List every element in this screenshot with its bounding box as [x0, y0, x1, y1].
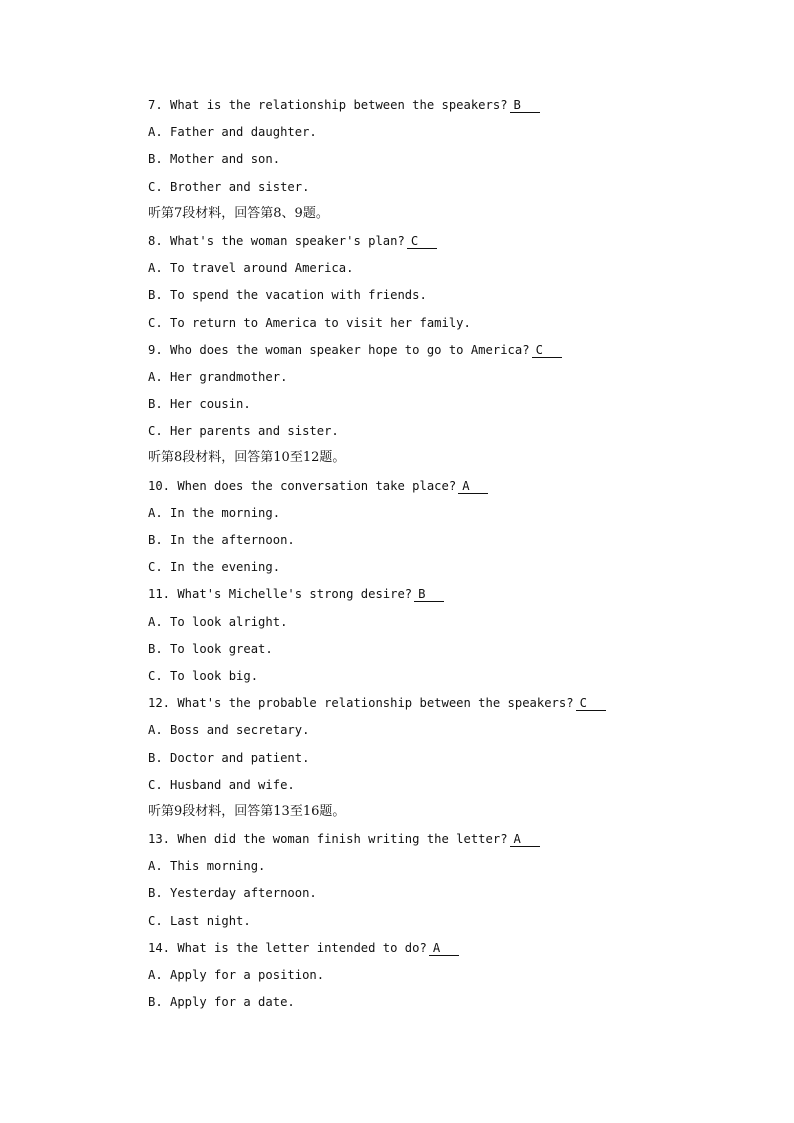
option-b: B. Apply for a date. [148, 995, 295, 1010]
option-a: A. This morning. [148, 859, 266, 874]
document-page [148, 96, 748, 1020]
option-b: B. To look great. [148, 641, 273, 656]
option-c: C. Husband and wife. [148, 777, 295, 792]
question-8 [148, 232, 748, 259]
question-10 [148, 477, 748, 504]
question-9 [148, 341, 748, 368]
option-a: A. In the morning. [148, 505, 281, 520]
option-b: B. Doctor and patient. [148, 750, 310, 765]
option-b: B. Her cousin. [148, 397, 251, 412]
section-heading: 听第9段材料，回答第13至16题。 [148, 803, 346, 819]
answer-blank: B [510, 98, 540, 113]
option-c: C. To return to America to visit her family. [148, 315, 471, 330]
question-text: 8. What's the woman speaker's plan? [148, 233, 405, 248]
option-a: A. To look alright. [148, 614, 288, 629]
option-a: A. To travel around America. [148, 261, 354, 276]
option-a: A. Apply for a position. [148, 968, 325, 982]
answer-blank: A [429, 941, 459, 956]
option-c: C. Her parents and sister. [148, 424, 339, 439]
question-text: 9. Who does the woman speaker hope to go to America? [148, 342, 530, 357]
option-a: A. Boss and secretary. [148, 723, 310, 738]
question-11 [148, 585, 748, 612]
question-text: 10. When does the conversation take place? [148, 478, 457, 493]
answer-blank: A [458, 479, 488, 494]
section-heading: 听第7段材料，回答第8、9题。 [148, 205, 329, 221]
answer-blank: C [576, 696, 606, 711]
option-c: C. To look big. [148, 668, 259, 683]
answer-blank: C [532, 343, 562, 358]
option-a: A. Her grandmother. [148, 369, 288, 384]
option-a: A. Father and daughter. [148, 125, 317, 140]
question-13 [148, 830, 748, 857]
question-text: 11. What's Michelle's strong desire? [148, 587, 413, 602]
question-text: 12. What's the probable relationship between the speakers? [148, 696, 574, 711]
answer-blank: C [407, 234, 437, 249]
option-c: C. Brother and sister. [148, 179, 310, 194]
option-b: B. Mother and son. [148, 152, 281, 167]
question-text: 13. When did the woman finish writing the letter? [148, 832, 508, 847]
option-b: B. In the afternoon. [148, 533, 295, 547]
option-c: C. In the evening. [148, 560, 281, 575]
option-c: C. Last night. [148, 913, 251, 928]
option-b: B. Yesterday afternoon. [148, 886, 317, 901]
section-heading: 听第8段材料，回答第10至12题。 [148, 450, 346, 466]
question-12 [148, 694, 748, 721]
question-7 [148, 96, 748, 123]
answer-blank: B [414, 587, 444, 602]
answer-blank: A [510, 832, 540, 847]
question-text: 7. What is the relationship between the speakers? [148, 98, 508, 112]
option-b: B. To spend the vacation with friends. [148, 288, 427, 303]
question-text: 14. What is the letter intended to do? [148, 940, 427, 955]
question-14 [148, 939, 748, 966]
